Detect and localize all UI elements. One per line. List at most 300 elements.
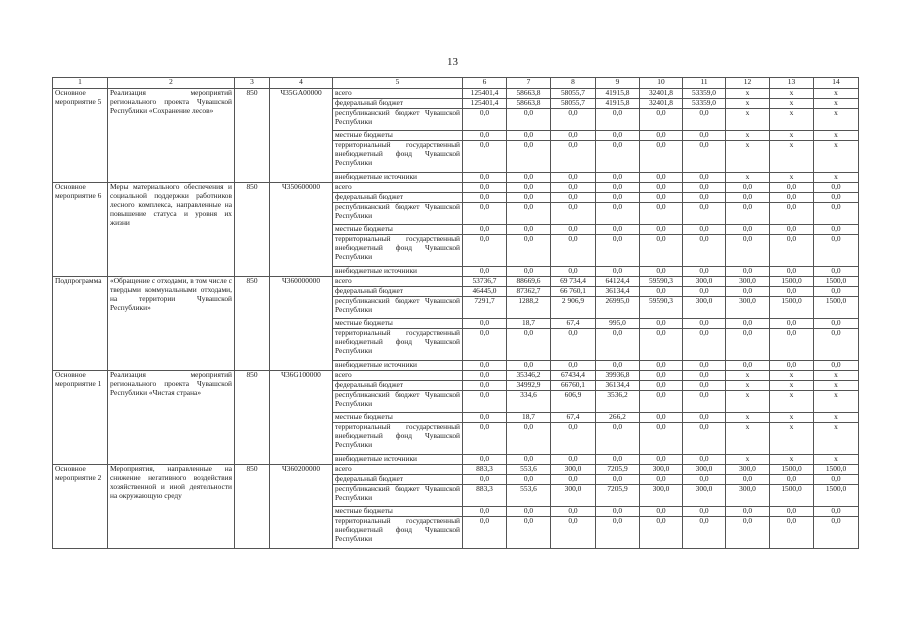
value-cell: 0,0 [726, 287, 770, 297]
value-cell: 0,0 [770, 329, 814, 361]
grbs-cell: 850 [235, 465, 270, 549]
funding-source-cell: всего [333, 89, 463, 99]
value-cell: 53736,7 [463, 277, 507, 287]
grbs-cell: 850 [235, 277, 270, 371]
value-cell: x [814, 173, 859, 183]
value-cell: 1500,0 [770, 465, 814, 475]
value-cell: 300,0 [640, 485, 683, 507]
value-cell: 0,0 [814, 235, 859, 267]
value-cell: 300,0 [640, 465, 683, 475]
value-cell: 0,0 [463, 507, 507, 517]
value-cell: 0,0 [551, 235, 596, 267]
value-cell: 0,0 [596, 517, 640, 549]
value-cell: 0,0 [596, 475, 640, 485]
funding-source-cell: всего [333, 465, 463, 475]
value-cell: 0,0 [770, 225, 814, 235]
value-cell: 0,0 [726, 517, 770, 549]
value-cell: 0,0 [640, 507, 683, 517]
value-cell: 0,0 [551, 131, 596, 141]
value-cell: x [726, 423, 770, 455]
value-cell: 0,0 [551, 173, 596, 183]
value-cell: x [726, 89, 770, 99]
budget-table [52, 77, 859, 549]
value-cell: 39936,8 [596, 371, 640, 381]
value-cell: 1500,0 [770, 277, 814, 287]
value-cell: 41915,8 [596, 89, 640, 99]
value-cell: 0,0 [683, 319, 726, 329]
value-cell: x [726, 109, 770, 131]
value-cell: 125401,4 [463, 89, 507, 99]
value-cell: 0,0 [463, 329, 507, 361]
code-cell: Ч360200000 [270, 465, 333, 549]
value-cell: 0,0 [683, 109, 726, 131]
value-cell: 0,0 [683, 203, 726, 225]
value-cell: 0,0 [463, 203, 507, 225]
event-type-cell: Подпрограмма [53, 277, 108, 371]
value-cell: x [726, 381, 770, 391]
value-cell: 0,0 [726, 507, 770, 517]
header-cell: 3 [235, 78, 270, 89]
value-cell: x [814, 413, 859, 423]
value-cell: x [726, 371, 770, 381]
value-cell: 0,0 [596, 141, 640, 173]
value-cell: x [726, 141, 770, 173]
value-cell: 300,0 [726, 485, 770, 507]
funding-source-cell: всего [333, 277, 463, 287]
value-cell: 0,0 [507, 203, 551, 225]
value-cell: 32401,8 [640, 99, 683, 109]
value-cell: x [726, 391, 770, 413]
value-cell: 0,0 [507, 173, 551, 183]
value-cell: 0,0 [814, 329, 859, 361]
value-cell: 2 906,9 [551, 297, 596, 319]
value-cell: 0,0 [507, 475, 551, 485]
code-cell: Ч360000000 [270, 277, 333, 371]
value-cell: 87362,7 [507, 287, 551, 297]
value-cell: x [770, 89, 814, 99]
value-cell: 53359,0 [683, 89, 726, 99]
value-cell: 0,0 [596, 183, 640, 193]
value-cell: 26995,0 [596, 297, 640, 319]
value-cell: 0,0 [551, 183, 596, 193]
value-cell: 553,6 [507, 485, 551, 507]
value-cell: x [814, 141, 859, 173]
code-cell: Ч35GA00000 [270, 89, 333, 183]
funding-source-cell: территориальный государственный внебюджетный фонд Чувашской Республики [333, 141, 463, 173]
value-cell: 0,0 [683, 173, 726, 183]
value-cell: 0,0 [683, 361, 726, 371]
value-cell: 0,0 [640, 475, 683, 485]
value-cell: 0,0 [463, 193, 507, 203]
value-cell: 34992,9 [507, 381, 551, 391]
value-cell: 0,0 [551, 203, 596, 225]
value-cell: 0,0 [596, 507, 640, 517]
event-type-cell: Основное мероприятие 1 [53, 371, 108, 465]
value-cell: 0,0 [770, 475, 814, 485]
value-cell: 0,0 [596, 203, 640, 225]
value-cell: 0,0 [463, 109, 507, 131]
header-cell: 5 [333, 78, 463, 89]
value-cell: 0,0 [463, 391, 507, 413]
value-cell: 66 760,1 [551, 287, 596, 297]
value-cell: 0,0 [640, 381, 683, 391]
value-cell: 0,0 [683, 381, 726, 391]
value-cell: 0,0 [507, 109, 551, 131]
event-name-cell: Меры материального обеспечения и социальной поддержки работников лесного комплекса, направленные на повышение статуса и уровня их жизни [108, 183, 235, 277]
value-cell: 300,0 [683, 465, 726, 475]
value-cell: 0,0 [640, 131, 683, 141]
value-cell: 0,0 [640, 319, 683, 329]
table-row [53, 465, 859, 475]
value-cell: 883,3 [463, 465, 507, 475]
value-cell: 0,0 [463, 319, 507, 329]
value-cell: x [770, 131, 814, 141]
value-cell: 0,0 [463, 517, 507, 549]
value-cell: 0,0 [640, 267, 683, 277]
value-cell: 606,9 [551, 391, 596, 413]
value-cell: 0,0 [726, 361, 770, 371]
value-cell: 995,0 [596, 319, 640, 329]
value-cell: x [770, 99, 814, 109]
value-cell: 3536,2 [596, 391, 640, 413]
value-cell: 67,4 [551, 413, 596, 423]
value-cell: 0,0 [770, 319, 814, 329]
value-cell: 0,0 [551, 225, 596, 235]
value-cell: 0,0 [683, 475, 726, 485]
value-cell: 0,0 [507, 329, 551, 361]
value-cell: 0,0 [596, 267, 640, 277]
value-cell: 0,0 [640, 413, 683, 423]
value-cell: 0,0 [726, 267, 770, 277]
value-cell: 0,0 [640, 455, 683, 465]
header-cell: 14 [814, 78, 859, 89]
value-cell: 0,0 [551, 109, 596, 131]
value-cell: 0,0 [463, 235, 507, 267]
table-row [53, 89, 859, 99]
value-cell: 0,0 [596, 361, 640, 371]
value-cell: 0,0 [507, 141, 551, 173]
value-cell: 0,0 [507, 507, 551, 517]
value-cell: 59590,3 [640, 277, 683, 287]
value-cell: 0,0 [463, 141, 507, 173]
value-cell: 0,0 [683, 329, 726, 361]
funding-source-cell: внебюджетные источники [333, 361, 463, 371]
value-cell: 0,0 [683, 413, 726, 423]
value-cell: 0,0 [551, 475, 596, 485]
value-cell: 0,0 [683, 225, 726, 235]
value-cell: x [770, 391, 814, 413]
value-cell: 0,0 [551, 361, 596, 371]
header-cell: 7 [507, 78, 551, 89]
value-cell: 0,0 [640, 391, 683, 413]
value-cell: 0,0 [683, 423, 726, 455]
value-cell: 0,0 [640, 329, 683, 361]
value-cell: 88669,6 [507, 277, 551, 287]
value-cell: 0,0 [463, 455, 507, 465]
value-cell: 58055,7 [551, 89, 596, 99]
value-cell: 0,0 [683, 517, 726, 549]
value-cell: 0,0 [814, 507, 859, 517]
header-cell: 8 [551, 78, 596, 89]
value-cell: 334,6 [507, 391, 551, 413]
grbs-cell: 850 [235, 183, 270, 277]
value-cell: 0,0 [640, 141, 683, 173]
value-cell: 0,0 [507, 193, 551, 203]
value-cell: 0,0 [814, 475, 859, 485]
value-cell: 0,0 [640, 371, 683, 381]
value-cell: 0,0 [640, 287, 683, 297]
value-cell: 0,0 [770, 507, 814, 517]
value-cell: 59590,3 [640, 297, 683, 319]
value-cell: x [726, 173, 770, 183]
funding-source-cell: федеральный бюджет [333, 475, 463, 485]
value-cell: 0,0 [507, 267, 551, 277]
value-cell: 300,0 [683, 297, 726, 319]
value-cell: 1500,0 [814, 297, 859, 319]
value-cell: 0,0 [463, 413, 507, 423]
value-cell: 0,0 [507, 361, 551, 371]
funding-source-cell: местные бюджеты [333, 131, 463, 141]
funding-source-cell: территориальный государственный внебюджетный фонд Чувашской Республики [333, 517, 463, 549]
value-cell: 0,0 [683, 371, 726, 381]
value-cell: 0,0 [640, 183, 683, 193]
value-cell: 0,0 [726, 203, 770, 225]
value-cell: 7291,7 [463, 297, 507, 319]
value-cell: 0,0 [463, 173, 507, 183]
event-name-cell: Реализация мероприятий регионального проекта Чувашской Республики «Сохранение лесов» [108, 89, 235, 183]
value-cell: 0,0 [814, 319, 859, 329]
value-cell: 53359,0 [683, 99, 726, 109]
event-name-cell: «Обращение с отходами, в том числе с твердыми коммунальными отходами, на территории Чувашской Республики» [108, 277, 235, 371]
value-cell: 46445,0 [463, 287, 507, 297]
value-cell: 58663,8 [507, 99, 551, 109]
value-cell: 0,0 [726, 475, 770, 485]
value-cell: 1500,0 [770, 297, 814, 319]
value-cell: 1288,2 [507, 297, 551, 319]
value-cell: 0,0 [596, 131, 640, 141]
value-cell: 0,0 [640, 225, 683, 235]
value-cell: 66760,1 [551, 381, 596, 391]
header-cell: 13 [770, 78, 814, 89]
value-cell: 69 734,4 [551, 277, 596, 287]
event-name-cell: Мероприятия, направленные на снижение негативного воздействия хозяйственной и иной деятельности на окружающую среду [108, 465, 235, 549]
value-cell: 0,0 [770, 361, 814, 371]
value-cell: 0,0 [463, 361, 507, 371]
value-cell: 0,0 [596, 193, 640, 203]
value-cell: 0,0 [814, 183, 859, 193]
funding-source-cell: внебюджетные источники [333, 173, 463, 183]
value-cell: 1500,0 [770, 485, 814, 507]
value-cell: x [814, 131, 859, 141]
value-cell: 1500,0 [814, 465, 859, 475]
value-cell: 1500,0 [814, 277, 859, 287]
value-cell: 553,6 [507, 465, 551, 475]
value-cell: 0,0 [551, 455, 596, 465]
header-cell: 1 [53, 78, 108, 89]
value-cell: 7205,9 [596, 485, 640, 507]
value-cell: 300,0 [551, 485, 596, 507]
event-type-cell: Основное мероприятие 2 [53, 465, 108, 549]
value-cell: 0,0 [814, 287, 859, 297]
table-row [53, 371, 859, 381]
value-cell: x [770, 173, 814, 183]
value-cell: 0,0 [770, 267, 814, 277]
funding-source-cell: федеральный бюджет [333, 99, 463, 109]
value-cell: 0,0 [463, 267, 507, 277]
value-cell: 0,0 [814, 361, 859, 371]
value-cell: 0,0 [683, 391, 726, 413]
value-cell: 300,0 [726, 277, 770, 287]
value-cell: 0,0 [683, 267, 726, 277]
funding-source-cell: республиканский бюджет Чувашской Республики [333, 485, 463, 507]
value-cell: 41915,8 [596, 99, 640, 109]
header-cell: 10 [640, 78, 683, 89]
value-cell: 0,0 [814, 203, 859, 225]
value-cell: 0,0 [770, 193, 814, 203]
value-cell: 0,0 [463, 423, 507, 455]
funding-source-cell: республиканский бюджет Чувашской Республики [333, 109, 463, 131]
value-cell: 300,0 [726, 465, 770, 475]
value-cell: 67434,4 [551, 371, 596, 381]
funding-source-cell: республиканский бюджет Чувашской Республики [333, 391, 463, 413]
value-cell: 0,0 [507, 517, 551, 549]
value-cell: 18,7 [507, 319, 551, 329]
value-cell: 300,0 [551, 465, 596, 475]
value-cell: 0,0 [683, 287, 726, 297]
funding-source-cell: местные бюджеты [333, 507, 463, 517]
table-row [53, 183, 859, 193]
value-cell: 0,0 [507, 455, 551, 465]
value-cell: 0,0 [814, 517, 859, 549]
value-cell: x [814, 423, 859, 455]
value-cell: 0,0 [726, 319, 770, 329]
value-cell: 0,0 [770, 235, 814, 267]
value-cell: 0,0 [683, 141, 726, 173]
value-cell: 0,0 [507, 235, 551, 267]
value-cell: 0,0 [551, 267, 596, 277]
value-cell: 0,0 [507, 183, 551, 193]
funding-source-cell: внебюджетные источники [333, 455, 463, 465]
header-cell: 4 [270, 78, 333, 89]
value-cell: 0,0 [551, 423, 596, 455]
funding-source-cell: федеральный бюджет [333, 287, 463, 297]
value-cell: x [726, 455, 770, 465]
value-cell: 0,0 [463, 381, 507, 391]
value-cell: 58663,8 [507, 89, 551, 99]
value-cell: 300,0 [726, 297, 770, 319]
value-cell: 0,0 [640, 109, 683, 131]
value-cell: 883,3 [463, 485, 507, 507]
value-cell: x [814, 455, 859, 465]
funding-source-cell: республиканский бюджет Чувашской Республики [333, 297, 463, 319]
header-cell: 9 [596, 78, 640, 89]
value-cell: 0,0 [770, 287, 814, 297]
funding-source-cell: территориальный государственный внебюджетный фонд Чувашской Республики [333, 329, 463, 361]
value-cell: 0,0 [726, 225, 770, 235]
value-cell: 0,0 [551, 507, 596, 517]
value-cell: 58055,7 [551, 99, 596, 109]
funding-source-cell: всего [333, 183, 463, 193]
event-name-cell: Реализация мероприятий регионального проекта Чувашской Республики «Чистая страна» [108, 371, 235, 465]
funding-source-cell: территориальный государственный внебюджетный фонд Чувашской Республики [333, 423, 463, 455]
value-cell: 0,0 [726, 329, 770, 361]
value-cell: 0,0 [640, 193, 683, 203]
funding-source-cell: федеральный бюджет [333, 381, 463, 391]
header-cell: 11 [683, 78, 726, 89]
value-cell: x [726, 99, 770, 109]
value-cell: 0,0 [596, 329, 640, 361]
page-number: 13 [447, 56, 458, 68]
value-cell: 0,0 [640, 361, 683, 371]
value-cell: 300,0 [683, 277, 726, 287]
value-cell: 0,0 [683, 183, 726, 193]
value-cell: 0,0 [463, 131, 507, 141]
value-cell: 0,0 [770, 517, 814, 549]
value-cell: 266,2 [596, 413, 640, 423]
value-cell: 7205,9 [596, 465, 640, 475]
value-cell: x [814, 371, 859, 381]
header-cell: 2 [108, 78, 235, 89]
value-cell: x [770, 381, 814, 391]
value-cell: 0,0 [463, 475, 507, 485]
value-cell: 0,0 [551, 141, 596, 173]
grbs-cell: 850 [235, 89, 270, 183]
value-cell: 0,0 [640, 173, 683, 183]
value-cell: 0,0 [726, 235, 770, 267]
value-cell: 64124,4 [596, 277, 640, 287]
table-body [53, 78, 859, 549]
value-cell: x [814, 89, 859, 99]
table-header-row [53, 78, 859, 89]
funding-source-cell: республиканский бюджет Чувашской Республики [333, 203, 463, 225]
value-cell: 0,0 [551, 517, 596, 549]
value-cell: 0,0 [551, 193, 596, 203]
value-cell: x [726, 413, 770, 423]
code-cell: Ч36G100000 [270, 371, 333, 465]
value-cell: x [770, 423, 814, 455]
value-cell: x [814, 109, 859, 131]
value-cell: 0,0 [726, 183, 770, 193]
value-cell: 125401,4 [463, 99, 507, 109]
value-cell: x [814, 381, 859, 391]
value-cell: 0,0 [683, 235, 726, 267]
value-cell: 0,0 [640, 203, 683, 225]
value-cell: 0,0 [596, 109, 640, 131]
event-type-cell: Основное мероприятие 6 [53, 183, 108, 277]
funding-source-cell: местные бюджеты [333, 225, 463, 235]
value-cell: x [814, 99, 859, 109]
value-cell: 0,0 [463, 183, 507, 193]
header-cell: 6 [463, 78, 507, 89]
value-cell: x [770, 141, 814, 173]
value-cell: 0,0 [463, 225, 507, 235]
value-cell: 0,0 [596, 235, 640, 267]
value-cell: x [770, 109, 814, 131]
value-cell: 0,0 [683, 131, 726, 141]
value-cell: x [726, 131, 770, 141]
funding-source-cell: федеральный бюджет [333, 193, 463, 203]
value-cell: 32401,8 [640, 89, 683, 99]
value-cell: 0,0 [726, 193, 770, 203]
value-cell: x [770, 371, 814, 381]
value-cell: 0,0 [507, 225, 551, 235]
value-cell: 0,0 [683, 193, 726, 203]
value-cell: x [814, 391, 859, 413]
value-cell: 0,0 [551, 329, 596, 361]
value-cell: 35346,2 [507, 371, 551, 381]
table-row [53, 277, 859, 287]
value-cell: 0,0 [507, 131, 551, 141]
